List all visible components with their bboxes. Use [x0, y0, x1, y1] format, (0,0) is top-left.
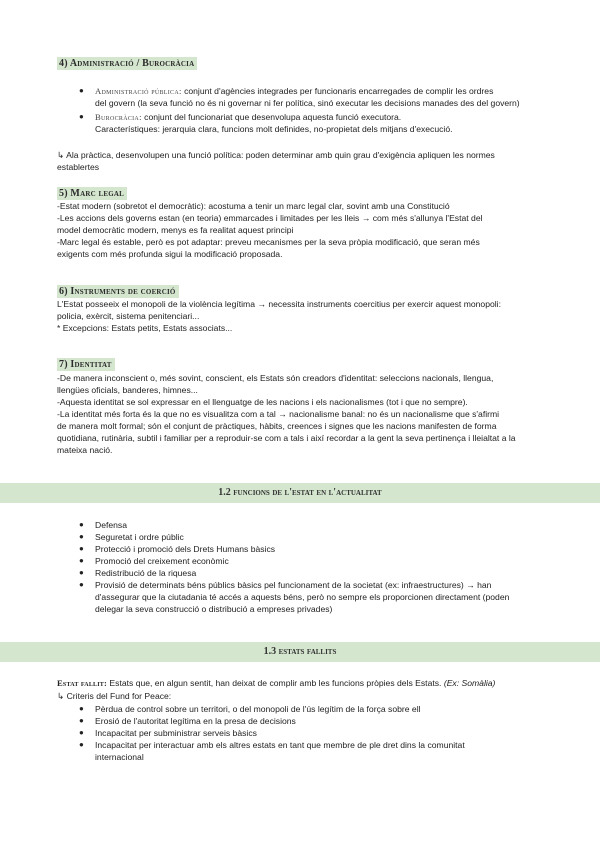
list-item: [79, 555, 549, 567]
bullet-icon: ●: [79, 544, 84, 553]
list-item: [79, 703, 549, 715]
list-item: [79, 531, 549, 543]
paragraph-line: -Marc legal és estable, però es pot adaptar: preveu mecanismes per la seva pròpia modificació, que seran més: [57, 237, 480, 247]
paragraph-line: * Excepcions: Estats petits, Estats associats...: [57, 323, 233, 333]
list-item-text: Defensa: [95, 520, 128, 530]
paragraph-line: de manera molt formal; són el conjunt de pràctiques, hàbits, creences i signes que les nacions manifesten de forma: [57, 421, 497, 431]
paragraph-line: quotidiana, rutinària, subtil i familiar per a reproduir-se com a tals i així recordar a la gent la seva pertinença i lleialtat a la: [57, 433, 516, 443]
term-burocracia: Burocràcia:: [95, 112, 142, 122]
paragraph-line: -Aquesta identitat se sol expressar en el llenguatge de les nacions i els nacionalismes (tot i que no sempre).: [57, 397, 468, 407]
bullet-icon: ●: [79, 568, 84, 577]
paragraph-line: ↳ Ala pràctica, desenvolupen una funció política: poden determinar amb quin grau d'exigència apliquen les normes: [57, 150, 495, 160]
bullet-icon: ●: [79, 728, 84, 737]
band-title: 1.2 funcions de l'estat en l'actualitat: [218, 487, 382, 498]
paragraph-line: Característiques: jerarquia clara, funcions molt definides, no-propietat dels mitjans d'execució.: [95, 124, 453, 135]
list-item-text: Pèrdua de control sobre un territori, o del monopoli de l'ús legítim de la força sobre ell: [95, 704, 421, 714]
bullet-icon: ●: [79, 556, 84, 565]
section-band-1-3: [0, 642, 600, 662]
bullet-icon: ●: [79, 532, 84, 541]
paragraph-line: -Estat modern (sobretot el democràtic): acostuma a tenir un marc legal clar, sovint amb una Constitució: [57, 201, 450, 211]
paragraph-line: -De manera inconscient o, més sovint, conscient, els Estats són creadors d'identitat: seleccions nacionals, llengua,: [57, 373, 494, 383]
list-item-text: delegar la seva construcció o distribució a empreses privades): [95, 604, 333, 615]
list-item: [79, 739, 549, 763]
section-7-heading: 7) Identitat: [57, 358, 115, 371]
paragraph-line: L'Estat posseeix el monopoli de la violència legítima → necessita instruments coercitius per exercir aquest monopoli:: [57, 299, 501, 309]
list-item: [79, 579, 549, 616]
list-item: [79, 111, 549, 135]
band-title: 1.3 estats fallits: [263, 646, 337, 657]
list-item-text: d'assegurar que la ciutadania té accés a aquests béns, però no sempre els proporcionen directament (poden: [95, 592, 510, 603]
section-6-heading: 6) Instruments de coerció: [57, 285, 179, 298]
bullet-icon: ●: [79, 520, 84, 529]
section-5-heading: 5) Marc legal: [57, 187, 127, 200]
term-administracio-publica: Administració pública:: [95, 86, 182, 96]
paragraph-line: conjunt del funcionariat que desenvolupa aquesta funció executora.: [144, 112, 402, 122]
paragraph-line: conjunt d'agències integrades per funcionaris encarregades de complir les ordres: [184, 86, 494, 96]
list-item-text: Erosió de l'autoritat legítima en la presa de decisions: [95, 716, 296, 726]
paragraph-line: -Les accions dels governs estan (en teoria) emmarcades i limitades per les lleis → com més s'allunya l'Estat del: [57, 213, 483, 223]
bullet-icon: ●: [79, 112, 84, 121]
list-item-text: Protecció i promoció dels Drets Humans bàsics: [95, 544, 276, 554]
bullet-icon: ●: [79, 740, 84, 749]
list-item: [79, 727, 549, 739]
list-item-text: Provisió de determinats béns públics bàsics pel funcionament de la societat (ex: infraestructures) → han: [95, 580, 492, 590]
term-estat-fallit: Estat fallit:: [57, 678, 108, 688]
criteria-label: ↳ Criteris del Fund for Peace:: [57, 691, 172, 701]
definition-text: Estats que, en algun sentit, han deixat de complir amb les funcions pròpies dels Estats.: [109, 678, 442, 688]
list-item-text: Promoció del creixement econòmic: [95, 556, 229, 566]
paragraph-line: policia, exèrcit, sistema penitenciari...: [57, 311, 200, 321]
bullet-icon: ●: [79, 704, 84, 713]
bullet-icon: ●: [79, 86, 84, 95]
list-item: [79, 543, 549, 555]
list-item: [79, 85, 549, 109]
bullet-icon: ●: [79, 580, 84, 589]
paragraph-line: model democràtic modern, menys es fa realitat aquest principi: [57, 225, 294, 235]
list-item-text: Seguretat i ordre públic: [95, 532, 184, 542]
list-item-text: Redistribució de la riquesa: [95, 568, 197, 578]
paragraph-line: mateixa nació.: [57, 445, 113, 455]
definition-example: (Ex: Somàlia): [443, 678, 496, 688]
paragraph-line: -La identitat més forta és la que no es visualitza com a tal → nacionalisme banal: no és un nacionalisme que s'afirmi: [57, 409, 500, 419]
list-item: [79, 567, 549, 579]
definition-estat-fallit: [57, 677, 557, 689]
paragraph-line: llengües oficials, banderes, himnes...: [57, 385, 198, 395]
section-band-1-2: [0, 483, 600, 503]
section-4-heading: 4) Administració / Burocràcia: [57, 57, 197, 70]
list-item: [79, 715, 549, 727]
paragraph-line: exigents com més profunda sigui la modificació proposada.: [57, 249, 283, 259]
list-item-text: internacional: [95, 752, 144, 763]
paragraph-line: establertes: [57, 162, 100, 172]
list-item: [79, 519, 549, 531]
paragraph-line: del govern (la seva funció no és ni governar ni fer política, sinó executar les decisions manades des del govern): [95, 98, 520, 109]
list-item-text: Incapacitat per interactuar amb els altres estats en tant que membre de ple dret dins la comunitat: [95, 740, 465, 750]
list-item-text: Incapacitat per subministrar serveis bàsics: [95, 728, 257, 738]
bullet-icon: ●: [79, 716, 84, 725]
